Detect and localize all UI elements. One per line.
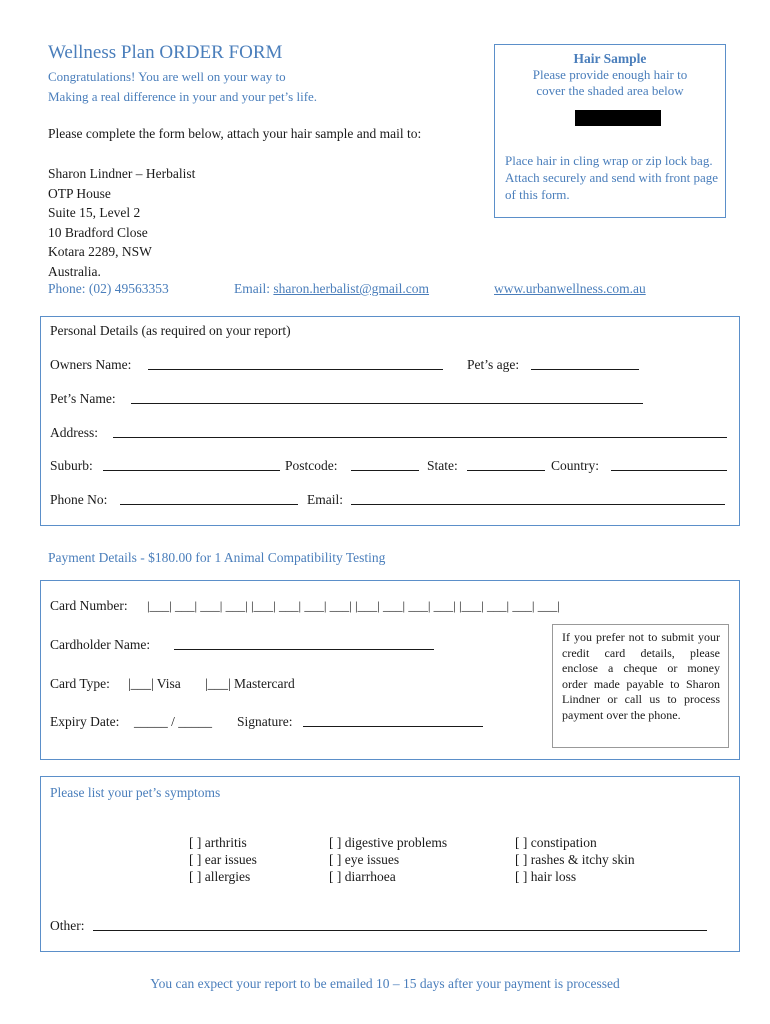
symptom-checkbox-ear-issues[interactable]: [ ] ear issues	[189, 852, 257, 867]
card-type-label: Card Type:	[50, 676, 110, 691]
visa-checkbox[interactable]: |___| Visa	[128, 676, 181, 691]
cardholder-name-field[interactable]	[174, 637, 434, 654]
symptom-checkbox-diarrhoea[interactable]: [ ] diarrhoea	[329, 869, 396, 884]
intro-text	[48, 67, 317, 107]
email-link[interactable]: sharon.herbalist@gmail.com	[273, 281, 430, 296]
owners-name-label: Owners Name:	[50, 357, 132, 372]
symptoms-column-1	[189, 834, 257, 885]
page-title: Wellness Plan ORDER FORM	[48, 42, 283, 63]
payment-note-box: If you prefer not to submit your credit card details, please enclose a cheque or money order made payable to Sharon Lindner or call us to process payment over the phone.	[552, 624, 729, 748]
symptoms-column-3	[515, 834, 635, 885]
address-line-5: Kotara 2289, NSW	[48, 244, 152, 260]
symptom-checkbox-digestive-problems[interactable]: [ ] digestive problems	[329, 835, 448, 850]
signature-label: Signature:	[237, 714, 293, 729]
phone-text: Phone: (02) 49563353	[48, 281, 169, 296]
payment-details-section	[40, 580, 740, 760]
pets-name-field[interactable]	[131, 391, 643, 408]
suburb-label: Suburb:	[50, 458, 93, 473]
symptom-checkbox-rashes-itchy-skin[interactable]: [ ] rashes & itchy skin	[515, 852, 635, 867]
other-field[interactable]	[93, 918, 707, 935]
suburb-field[interactable]	[103, 458, 280, 475]
symptom-checkbox-hair-loss[interactable]: [ ] hair loss	[515, 869, 577, 884]
owners-name-field[interactable]	[148, 357, 443, 374]
hair-sample-box	[494, 44, 726, 218]
payment-heading: Payment Details - $180.00 for 1 Animal Compatibility Testing	[48, 550, 386, 565]
address-line-6: Australia.	[48, 263, 101, 279]
address-line-3: Suite 15, Level 2	[48, 205, 141, 221]
country-label: Country:	[551, 458, 600, 473]
email-label: Email:	[234, 281, 274, 296]
email-contact	[234, 281, 429, 297]
other-label: Other:	[50, 918, 85, 933]
address-line-1: Sharon Lindner – Herbalist	[48, 166, 196, 181]
symptom-checkbox-allergies[interactable]: [ ] allergies	[189, 869, 251, 884]
address-line-2: OTP House	[48, 185, 111, 201]
address-line-4: 10 Bradford Close	[48, 224, 148, 240]
symptoms-column-2	[329, 834, 447, 885]
phone-field[interactable]	[120, 492, 298, 509]
hair-sample-shaded-area	[575, 110, 661, 126]
symptom-checkbox-eye-issues[interactable]: [ ] eye issues	[329, 852, 400, 867]
intro-line-2: Making a real difference in your and your pet’s life.	[48, 89, 318, 104]
postcode-label: Postcode:	[285, 458, 338, 473]
email-field-label: Email:	[307, 492, 343, 507]
pets-age-label: Pet’s age:	[467, 357, 520, 372]
symptoms-section	[40, 776, 740, 952]
hair-sample-line-1: Please provide enough hair to	[532, 67, 688, 82]
symptom-checkbox-arthritis[interactable]: [ ] arthritis	[189, 835, 247, 850]
footer-note: You can expect your report to be emailed 10 – 15 days after your payment is processed	[150, 976, 620, 991]
state-label: State:	[427, 458, 458, 473]
phone-label: Phone No:	[50, 492, 108, 507]
pets-age-field[interactable]	[531, 357, 639, 374]
state-field[interactable]	[467, 458, 545, 475]
instruction-text: Please complete the form below, attach your hair sample and mail to:	[48, 126, 422, 141]
cardholder-name-label: Cardholder Name:	[50, 637, 151, 652]
country-field[interactable]	[611, 458, 727, 475]
personal-details-section	[40, 316, 740, 526]
mastercard-checkbox[interactable]: |___| Mastercard	[205, 676, 295, 691]
pets-name-label: Pet’s Name:	[50, 391, 116, 406]
card-number-boxes[interactable]: |___| ___| ___| ___| |___| ___| ___| ___| |___| ___| ___| ___| |___| ___| ___| ___|	[147, 598, 560, 613]
mailing-address	[48, 164, 195, 282]
expiry-date-field[interactable]: _____ / _____	[134, 714, 213, 729]
website-link[interactable]: www.urbanwellness.com.au	[494, 281, 646, 296]
hair-sample-note: Place hair in cling wrap or zip lock bag. Attach securely and send with front page of this form.	[505, 153, 718, 202]
symptom-checkbox-constipation[interactable]: [ ] constipation	[515, 835, 597, 850]
address-field[interactable]	[113, 425, 727, 442]
symptoms-heading: Please list your pet’s symptoms	[50, 785, 221, 800]
website-contact	[494, 281, 646, 297]
personal-details-heading: Personal Details (as required on your report)	[50, 323, 291, 338]
signature-field[interactable]	[303, 714, 483, 731]
hair-sample-line-2: cover the shaded area below	[536, 83, 684, 98]
hair-sample-title: Hair Sample	[573, 51, 647, 66]
intro-line-1: Congratulations! You are well on your way to	[48, 69, 286, 84]
postcode-field[interactable]	[351, 458, 419, 475]
address-label: Address:	[50, 425, 98, 440]
expiry-date-label: Expiry Date:	[50, 714, 120, 729]
card-number-label: Card Number:	[50, 598, 128, 613]
email-field[interactable]	[351, 492, 725, 509]
